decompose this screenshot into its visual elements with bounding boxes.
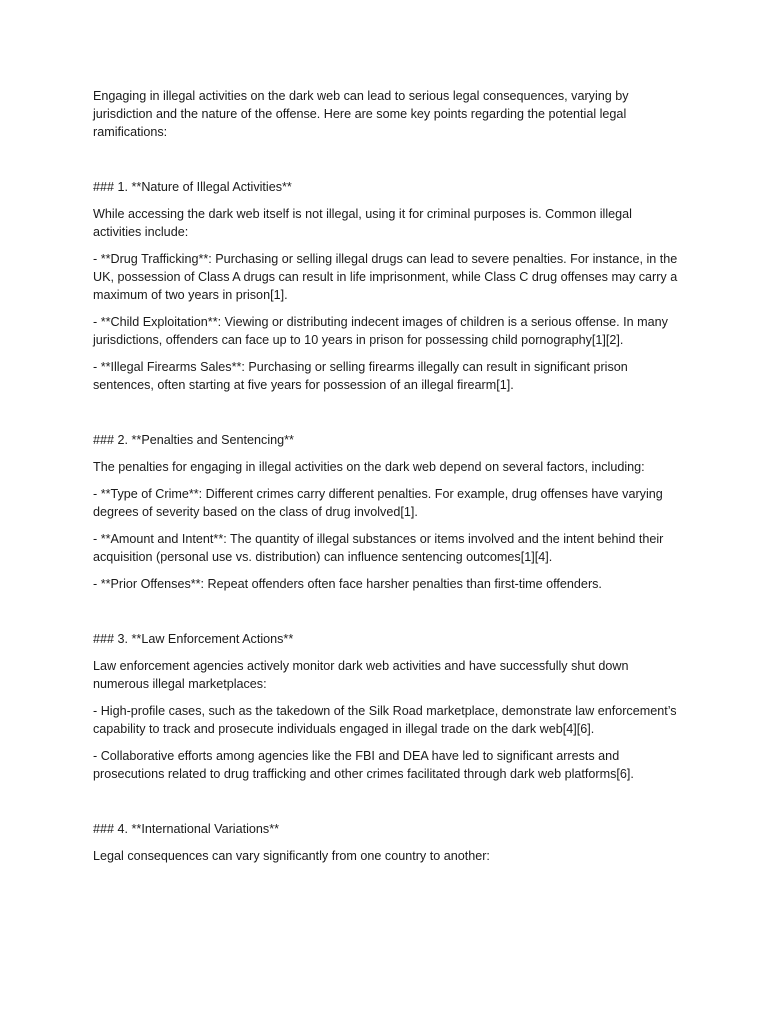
section-4-heading: ### 4. **International Variations**: [93, 822, 279, 836]
section-2-lead: The penalties for engaging in illegal activities on the dark web depend on several factors, including:: [93, 460, 645, 474]
section-1-bullet-1: - **Drug Trafficking**: Purchasing or selling illegal drugs can lead to severe penalties. For instance, in the UK, possession of Class A drugs can result in life imprisonment, while Class C drug offenses may carry a maximum of two years in prison[1].: [93, 252, 678, 302]
section-2-bullet-1: - **Type of Crime**: Different crimes carry different penalties. For example, drug offenses have varying degrees of severity based on the class of drug involved[1].: [93, 487, 663, 519]
section-3-bullet-1: - High-profile cases, such as the takedown of the Silk Road marketplace, demonstrate law enforcement’s capability to track and prosecute individuals engaged in illegal trade on the dark web[4][6].: [93, 704, 677, 736]
section-1-bullet-2: - **Child Exploitation**: Viewing or distributing indecent images of children is a serious offense. In many jurisdictions, offenders can face up to 10 years in prison for possessing child pornography[1][2].: [93, 315, 668, 347]
section-2-bullet-2: - **Amount and Intent**: The quantity of illegal substances or items involved and the intent behind their acquisition (personal use vs. distribution) can influence sentencing outcomes[1][4].: [93, 532, 664, 564]
section-2-bullet-3: - **Prior Offenses**: Repeat offenders often face harsher penalties than first-time offenders.: [93, 577, 602, 591]
section-3-heading: ### 3. **Law Enforcement Actions**: [93, 632, 294, 646]
document-body: [93, 87, 678, 874]
section-3-lead: Law enforcement agencies actively monitor dark web activities and have successfully shut down numerous illegal marketplaces:: [93, 659, 629, 691]
section-3-bullet-2: - Collaborative efforts among agencies like the FBI and DEA have led to significant arrests and prosecutions related to drug trafficking and other crimes facilitated through dark web platforms[6].: [93, 749, 634, 781]
intro-paragraph: Engaging in illegal activities on the dark web can lead to serious legal consequences, varying by jurisdiction and the nature of the offense. Here are some key points regarding the potential legal ramifications:: [93, 89, 629, 139]
section-1-heading: ### 1. **Nature of Illegal Activities**: [93, 180, 292, 194]
section-1-bullet-3: - **Illegal Firearms Sales**: Purchasing or selling firearms illegally can result in significant prison sentences, often starting at five years for possession of an illegal firearm[1].: [93, 360, 628, 392]
section-2-heading: ### 2. **Penalties and Sentencing**: [93, 433, 294, 447]
section-4-lead: Legal consequences can vary significantly from one country to another:: [93, 849, 490, 863]
section-1-lead: While accessing the dark web itself is not illegal, using it for criminal purposes is. Common illegal activities include:: [93, 207, 632, 239]
